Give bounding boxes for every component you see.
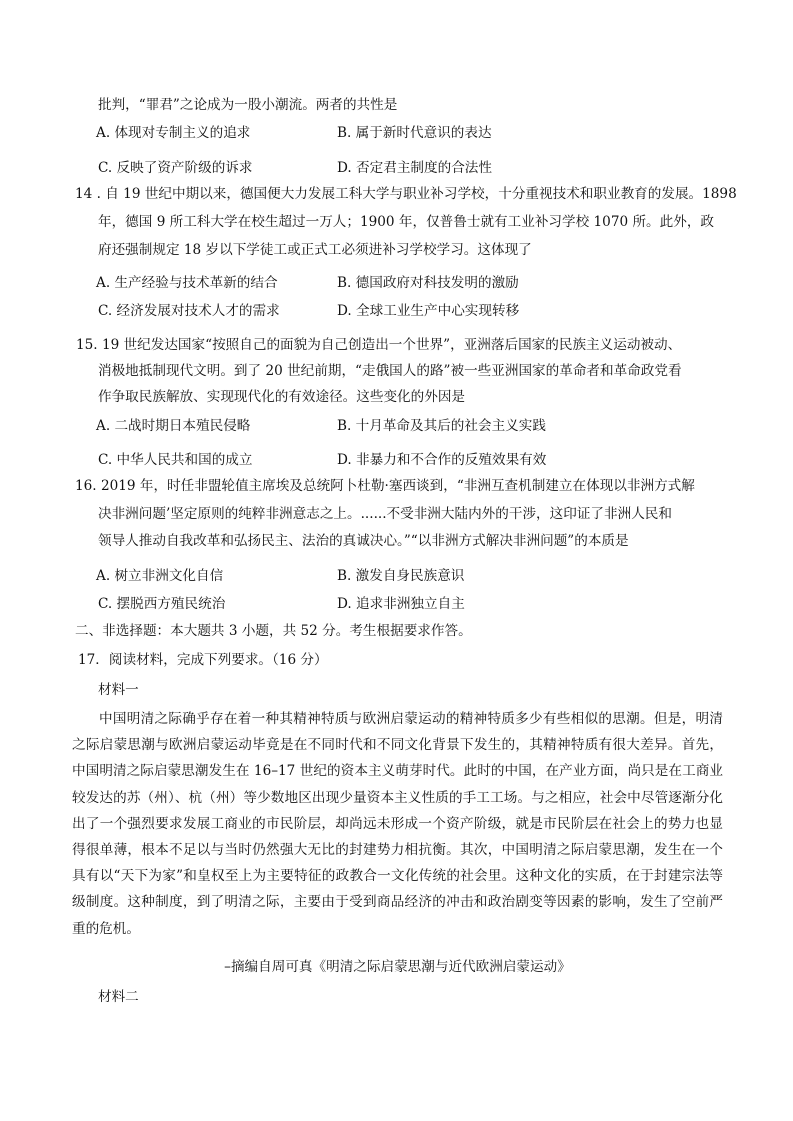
q13-option-b: B. 属于新时代意识的表达 [337, 125, 492, 141]
q17-title: 17．阅读材料，完成下列要求。（16 分） [78, 652, 328, 668]
q14-option-c: C. 经济发展对技术人才的需求 [98, 303, 280, 319]
q16-option-a: A. 树立非洲文化自信 [96, 568, 224, 584]
q16-stem-line1: 16. 2019 年，时任非盟轮值主席埃及总统阿卜杜勒·塞西谈到，“非洲互查机制建立在体现以非洲方式解 [75, 478, 695, 494]
q16-stem-line2: 决非洲问题’坚定原则的纯粹非洲意志之上。......不受非洲大陆内外的干涉，这印证了非洲人民和 [98, 506, 672, 522]
q15-option-c: C. 中华人民共和国的成立 [98, 452, 253, 468]
q14-option-d: D. 全球工业生产中心实现转移 [337, 303, 520, 319]
q13-option-c: C. 反映了资产阶级的诉求 [98, 160, 253, 176]
q13-option-a: A. 体现对专制主义的追求 [96, 125, 251, 141]
q17-material-1-source: –摘编自周可真《明清之际启蒙思潮与近代欧洲启蒙运动》 [224, 959, 571, 975]
q14-stem-line2: 年，德国 9 所工科大学在校生超过一万人；1900 年，仅普鲁士就有工业补习学校 1070 所。此外，政 [98, 214, 715, 230]
q13-stem-tail: 批判，“罪君”之论成为一股小潮流。两者的共性是 [98, 97, 398, 113]
q17-material-1-text: 中国明清之际确乎存在着一种其精神特质与欧洲启蒙运动的精神特质多少有些相似的思潮。但是，明清之际启蒙思潮与欧洲启蒙运动毕竟是在不同时代和不同文化背景下发生的，其精神特质有很大差异。首先，中国明清之际启蒙思潮发生在 16–17 世纪的资本主义萌芽时代。此时的中国，在产业方面，尚只是在工商业较发达的苏（州）、杭（州）等少数地区出现少量资本主义性质的手工工场。与之相应，社会中尽管逐渐分化出了一个强烈要求发展工商业的市民阶层，却尚远未形成一个资产阶级，就是市民阶层在社会上的势力也显得很单薄，根本不足以与当时仍然强大无比的封建势力相抗衡。其次，中国明清之际启蒙思潮，发生在一个具有以“天下为家”和皇权至上为主要特征的政教合一文化传统的社会里。这种文化的实质，在于封建宗法等级制度。这种制度，到了明清之际，主要由于受到商品经济的冲击和政治剧变等因素的影响，发生了空前严重的危机。 [72, 711, 723, 937]
q17-material-2-label: 材料二 [98, 989, 139, 1005]
q14-stem-line3: 府还强制规定 18 岁以下学徒工或正式工必须进补习学校学习。这体现了 [98, 242, 532, 258]
q15-stem-line3: 作争取民族解放、实现现代化的有效途径。这些变化的外因是 [98, 389, 466, 405]
q15-option-d: D. 非暴力和不合作的反殖效果有效 [337, 452, 547, 468]
q15-option-a: A. 二战时期日本殖民侵略 [96, 418, 251, 434]
q13-option-d: D. 否定君主制度的合法性 [337, 160, 492, 176]
q14-stem-line1: 14 . 自 19 世纪中期以来，德国便大力发展工科大学与职业补习学校，十分重视技术和职业教育的发展。1898 [75, 186, 737, 202]
q16-option-b: B. 激发自身民族意识 [337, 568, 465, 584]
q16-option-d: D. 追求非洲独立自主 [337, 596, 465, 612]
q15-option-b: B. 十月革命及其后的社会主义实践 [337, 418, 546, 434]
q14-option-a: A. 生产经验与技术革新的结合 [96, 275, 278, 291]
q16-stem-line3: 领导人推动自我改革和弘扬民主、法治的真诚决心。”“以非洲方式解决非洲问题”的本质是 [98, 533, 629, 549]
q16-option-c: C. 摆脱西方殖民统治 [98, 596, 226, 612]
q14-option-b: B. 德国政府对科技发明的激励 [337, 275, 519, 291]
section-2-heading: 二、非选择题：本大题共 3 小题，共 52 分。考生根据要求作答。 [75, 623, 472, 639]
q15-stem-line2: 消极地抵制现代文明。到了 20 世纪前期，“走俄国人的路”被一些亚洲国家的革命者和革命政党看 [98, 363, 682, 379]
q17-material-1-label: 材料一 [98, 682, 139, 698]
q15-stem-line1: 15. 19 世纪发达国家“按照自己的面貌为自己创造出一个世界”，亚洲落后国家的民族主义运动被动、 [76, 337, 682, 353]
